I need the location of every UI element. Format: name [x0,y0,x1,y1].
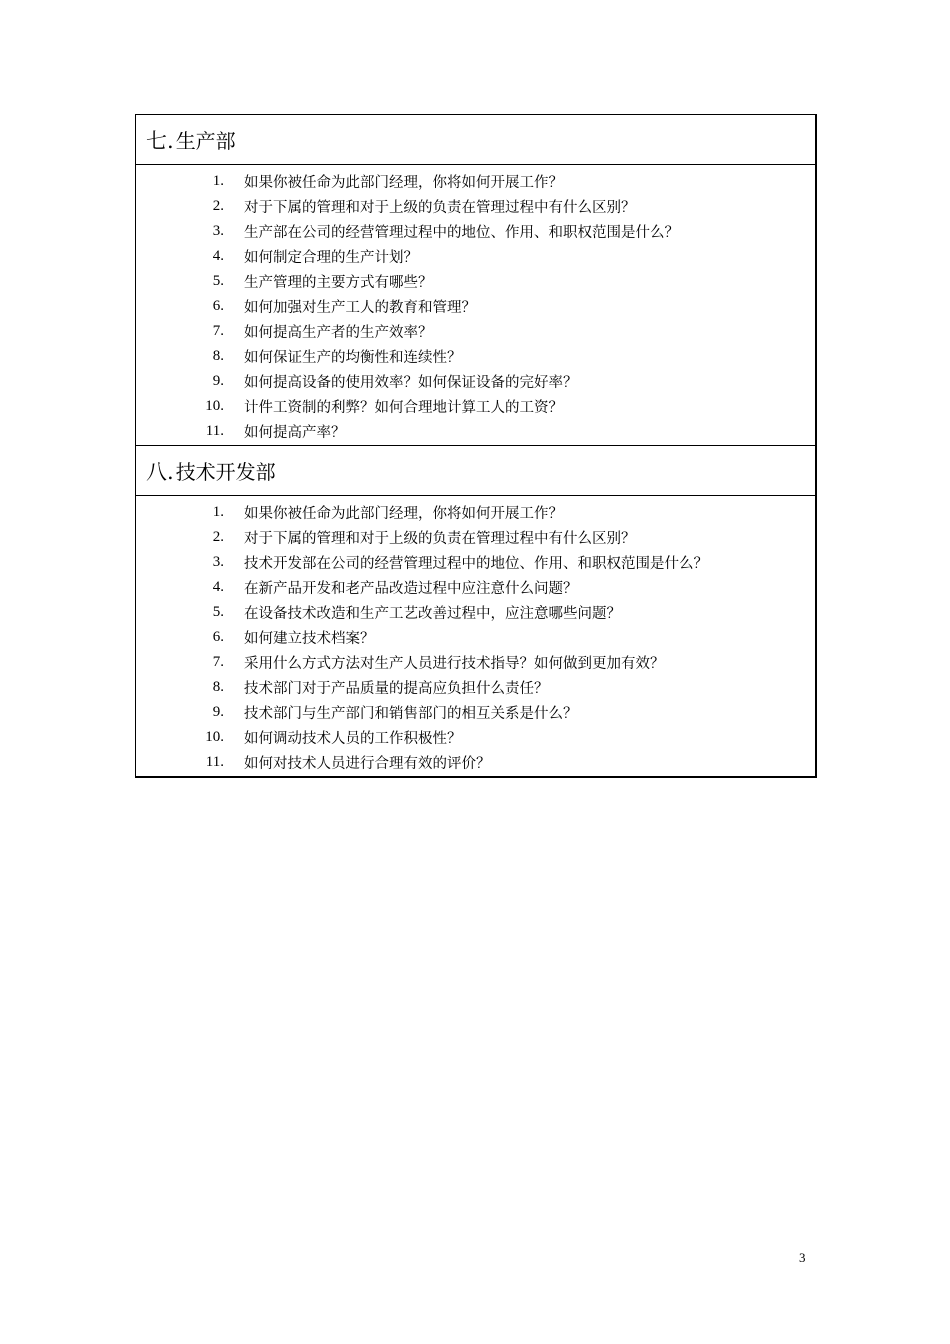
item-text: 如果你被任命为此部门经理，你将如何开展工作？ [244,506,563,522]
section-title: 技术开发部 [175,460,276,484]
page-number: 3 [799,1250,806,1265]
list-item [136,650,815,675]
list-item [136,575,815,600]
section-title: 生产部 [175,129,236,153]
list-item [136,269,815,294]
item-text: 如何加强对生产工人的教育和管理？ [244,300,476,316]
item-number: 2. [212,198,224,214]
item-number: 8. [212,348,224,364]
item-number: 11. [205,423,224,439]
item-number: 9. [212,704,224,720]
list-item [136,394,815,419]
list-item [136,625,815,650]
item-number: 9. [212,373,224,389]
item-number: 5. [212,273,224,289]
item-text: 对于下属的管理和对于上级的负责在管理过程中有什么区别？ [244,200,636,216]
item-number: 6. [212,298,224,314]
list-item [136,700,815,725]
item-number: 1. [212,504,224,520]
list-item [136,244,815,269]
item-number: 7. [212,323,224,339]
item-text: 技术部门对于产品质量的提高应负担什么责任？ [244,681,549,697]
item-text: 如何保证生产的均衡性和连续性？ [244,350,462,366]
item-text: 在新产品开发和老产品改造过程中应注意什么问题？ [244,581,578,597]
item-number: 5. [212,604,224,620]
item-text: 技术部门与生产部门和销售部门的相互关系是什么？ [244,706,578,722]
list-item [136,219,815,244]
item-number: 6. [212,629,224,645]
item-number: 10. [205,729,224,745]
item-number: 3. [212,554,224,570]
item-number: 4. [212,248,224,264]
item-text: 如何提高设备的使用效率？如何保证设备的完好率？ [244,375,578,391]
item-text: 生产部在公司的经营管理过程中的地位、作用、和职权范围是什么？ [244,225,679,241]
item-number: 2. [212,529,224,545]
list-item [136,344,815,369]
list-item [136,369,815,394]
item-number: 10. [205,398,224,414]
item-number: 11. [205,754,224,770]
item-text: 如何对技术人员进行合理有效的评价？ [244,756,491,772]
item-text: 采用什么方式方法对生产人员进行技术指导？如何做到更加有效？ [244,656,665,672]
list-item [136,319,815,344]
section-number: 七. [146,128,174,153]
question-list-tech-dev [136,496,815,776]
item-text: 技术开发部在公司的经营管理过程中的地位、作用、和职权范围是什么？ [244,556,708,572]
item-text: 对于下属的管理和对于上级的负责在管理过程中有什么区别？ [244,531,636,547]
item-text: 如何提高生产者的生产效率？ [244,325,433,341]
item-number: 8. [212,679,224,695]
item-text: 生产管理的主要方式有哪些？ [244,275,433,291]
list-item [136,525,815,550]
list-item [136,169,815,194]
list-item [136,294,815,319]
item-text: 计件工资制的利弊？如何合理地计算工人的工资？ [244,400,563,416]
item-number: 7. [212,654,224,670]
item-text: 如何提高产率？ [244,425,346,441]
section-header-tech-dev [136,446,815,496]
item-number: 1. [212,173,224,189]
item-text: 在设备技术改造和生产工艺改善过程中，应注意哪些问题？ [244,606,621,622]
item-text: 如何调动技术人员的工作积极性？ [244,731,462,747]
list-item [136,419,815,444]
list-item [136,750,815,775]
question-list-production [136,165,815,446]
item-text: 如果你被任命为此部门经理，你将如何开展工作？ [244,175,563,191]
section-header-production [136,115,815,165]
list-item [136,500,815,525]
list-item [136,194,815,219]
list-item [136,550,815,575]
item-text: 如何建立技术档案？ [244,631,375,647]
list-item [136,725,815,750]
section-number: 八. [146,459,174,484]
item-text: 如何制定合理的生产计划？ [244,250,418,266]
item-number: 4. [212,579,224,595]
list-item [136,675,815,700]
question-table [135,114,817,778]
item-number: 3. [212,223,224,239]
list-item [136,600,815,625]
